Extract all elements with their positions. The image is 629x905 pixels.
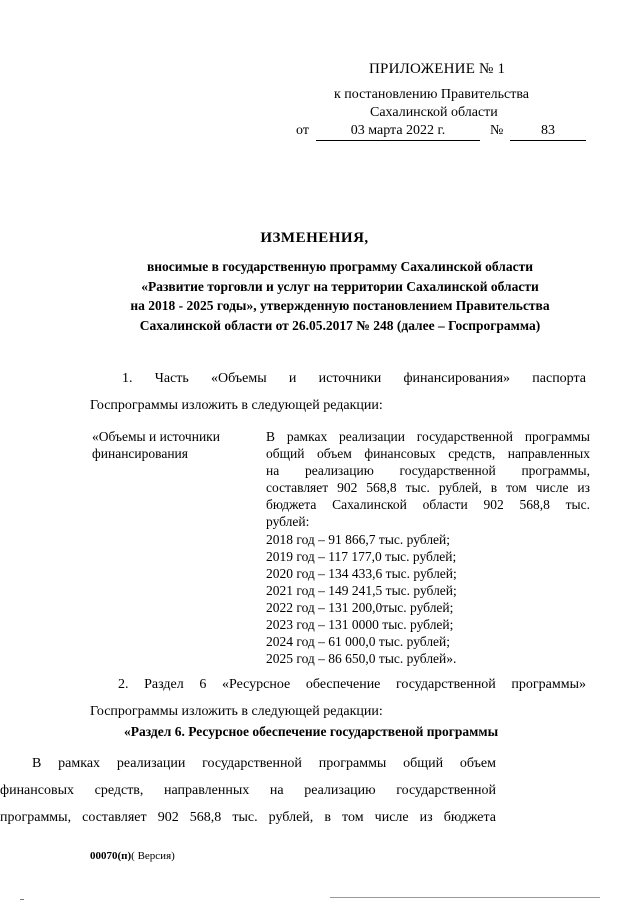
passport-value-line: составляет 902 568,8 тыс. рублей, в том числе из xyxy=(266,480,590,496)
funding-year-row: 2021 год – 149 241,5 тыс. рублей; xyxy=(266,582,457,598)
paragraph-1-line-1: 1. Часть «Объемы и источники финансирования» паспорта xyxy=(122,371,586,386)
passport-value-line: В рамках реализации государственной программы xyxy=(266,429,590,444)
document-subtitle xyxy=(90,257,590,335)
subtitle-line: «Развитие торговли и услуг на территории Сахалинской области xyxy=(141,278,539,294)
subtitle-line: вносимые в государственную программу Сахалинской области xyxy=(146,259,533,274)
from-label: от xyxy=(296,123,309,138)
funding-year-row: 2018 год – 91 866,7 тыс. рублей; xyxy=(266,531,451,547)
document-version: ( Версия) xyxy=(131,850,175,862)
footer-document-code xyxy=(90,850,175,862)
passport-label-line: финансирования xyxy=(92,446,188,461)
passport-value-line: бюджета Сахалинской области 902 568,8 тыс. xyxy=(266,497,590,513)
passport-value-line: на реализацию государственной программы, xyxy=(266,463,590,479)
subtitle-line: Сахалинской области от 26.05.2017 № 248 (далее – Госпрограмма) xyxy=(139,317,541,333)
funding-year-row: 2020 год – 134 433,6 тыс. рублей; xyxy=(266,565,457,581)
appendix-line-1: к постановлению Правительства xyxy=(334,87,530,102)
passport-label-line: «Объемы и источники xyxy=(92,429,220,444)
funding-year-row: 2024 год – 61 000,0 тыс. рублей; xyxy=(266,634,451,650)
funding-year-row: 2022 год – 131 200,0тыс. рублей; xyxy=(266,599,454,615)
paragraph-1-line-2: Госпрограммы изложить в следующей редакции: xyxy=(90,398,383,413)
passport-value-line: общий объем финансовых средств, направленных xyxy=(266,446,590,462)
funding-year-row: 2019 год – 117 177,0 тыс. рублей; xyxy=(266,548,457,564)
appendix-line-2: Сахалинской области xyxy=(370,105,498,120)
passport-field-label xyxy=(92,428,252,462)
scan-artifact-mark xyxy=(20,899,24,900)
funding-year-row: 2025 год – 86 650,0 тыс. рублей». xyxy=(266,651,457,667)
section-6-line: В рамках реализации государственной программы общий объем xyxy=(32,756,496,771)
subtitle-line: на 2018 - 2025 годы», утвержденную постановлением Правительства xyxy=(130,298,550,313)
section-6-body xyxy=(0,750,496,831)
paragraph-2-line-1: 2. Раздел 6 «Ресурсное обеспечение государственной программы» xyxy=(118,677,586,692)
section-6-heading: «Раздел 6. Ресурсное обеспечение государственой программы xyxy=(124,724,499,739)
number-label: № xyxy=(490,123,504,138)
passport-value-line: рублей: xyxy=(266,514,310,530)
funding-year-row: 2023 год – 131 0000 тыс. рублей; xyxy=(266,617,454,633)
document-code: 00070(п) xyxy=(90,850,132,862)
section-6-line: финансовых средств, направленных на реализацию государственной xyxy=(0,783,496,798)
decree-number: 83 xyxy=(510,123,586,141)
decree-date: 03 марта 2022 г. xyxy=(316,123,480,141)
appendix-title: ПРИЛОЖЕНИЕ № 1 xyxy=(369,61,506,77)
document-title: ИЗМЕНЕНИЯ, xyxy=(260,230,369,246)
scan-artifact-line xyxy=(330,897,600,898)
paragraph-2-line-2: Госпрограммы изложить в следующей редакции: xyxy=(90,704,383,719)
passport-field-value xyxy=(266,428,590,667)
section-6-line: программы, составляет 902 568,8 тыс. рублей, в том числе из бюджета xyxy=(0,810,496,825)
appendix-date-number-row xyxy=(296,123,596,143)
